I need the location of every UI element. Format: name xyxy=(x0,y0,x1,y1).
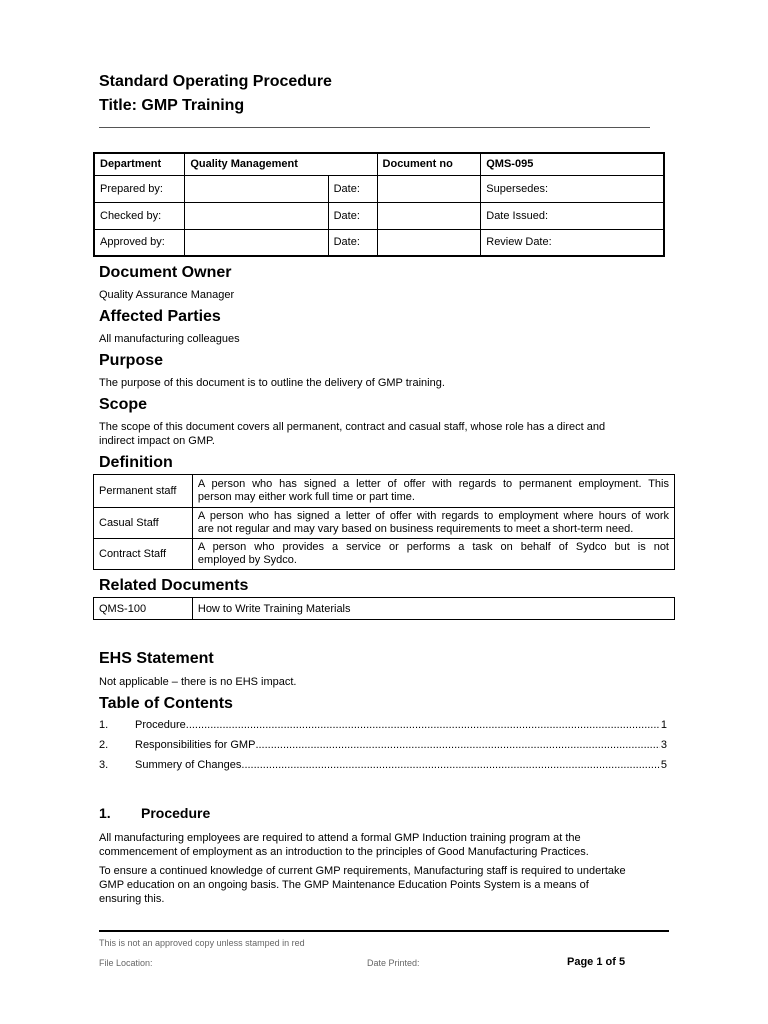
toc-item-label: Responsibilities for GMP xyxy=(135,739,256,751)
related-document-title: How to Write Training Materials xyxy=(192,598,674,620)
info-row-department xyxy=(94,153,664,175)
document-owner-heading: Document Owner xyxy=(99,264,232,281)
definition-text-line1: A person who provides a service or performs a task on behalf of Sydco but is not xyxy=(197,541,669,553)
definition-text xyxy=(192,539,674,570)
footer-page-number: Page 1 of 5 xyxy=(567,956,626,968)
definition-text xyxy=(192,475,674,508)
scope-text-line2: indirect impact on GMP. xyxy=(99,435,215,447)
prepared-date-value xyxy=(377,175,481,202)
doc-title: Title: GMP Training xyxy=(99,97,245,114)
related-document-code: QMS-100 xyxy=(94,598,193,620)
department-value: Quality Management xyxy=(185,153,377,175)
toc-item-number: 3. xyxy=(99,759,109,771)
procedure-p2-line2: GMP education on an ongoing basis. The GMP Maintenance Education Points System is a means of xyxy=(99,879,589,891)
checked-date-value xyxy=(377,202,481,229)
toc-item-label: Procedure xyxy=(135,719,186,731)
definition-term: Permanent staff xyxy=(94,475,193,508)
approved-date-value xyxy=(377,229,481,256)
document-owner-text: Quality Assurance Manager xyxy=(99,289,235,301)
procedure-p2-line1: To ensure a continued knowledge of current GMP requirements, Manufacturing staff is required to undertake xyxy=(99,865,626,877)
purpose-text: The purpose of this document is to outline the delivery of GMP training. xyxy=(99,377,445,389)
review-date-label: Review Date: xyxy=(481,229,664,256)
definition-text-line2: person may either work full time or part time. xyxy=(197,491,415,503)
info-row-checked xyxy=(94,202,664,229)
toc-item[interactable] xyxy=(99,759,667,773)
info-row-prepared xyxy=(94,175,664,202)
checked-date-label: Date: xyxy=(328,202,377,229)
approved-by-value xyxy=(185,229,328,256)
supersedes-label: Supersedes: xyxy=(481,175,664,202)
definition-row xyxy=(94,475,675,508)
info-row-approved xyxy=(94,229,664,256)
related-documents-heading: Related Documents xyxy=(99,577,249,594)
footer-file-location: File Location: xyxy=(99,958,153,968)
approved-by-label: Approved by: xyxy=(94,229,185,256)
scope-text-line1: The scope of this document covers all permanent, contract and casual staff, whose role has a direct and xyxy=(99,421,606,433)
toc-item[interactable] xyxy=(99,719,667,733)
purpose-heading: Purpose xyxy=(99,352,164,369)
procedure-p2-line3: ensuring this. xyxy=(99,893,165,905)
toc-item-page: 1 xyxy=(660,719,667,731)
toc-item-label: Summery of Changes xyxy=(135,759,242,771)
definition-text-line2: are not regular and may vary based on business requirements to meet a short-term need. xyxy=(197,523,634,535)
procedure-section-number: 1. xyxy=(99,805,111,821)
definition-row xyxy=(94,508,675,539)
date-issued-label: Date Issued: xyxy=(481,202,664,229)
doc-type-title: Standard Operating Procedure xyxy=(99,73,332,90)
scope-heading: Scope xyxy=(99,396,148,413)
procedure-heading: Procedure xyxy=(141,805,211,821)
toc-item[interactable] xyxy=(99,739,667,753)
affected-parties-text: All manufacturing colleagues xyxy=(99,333,240,345)
footer-rule xyxy=(99,930,669,932)
toc-heading: Table of Contents xyxy=(99,695,233,712)
definition-term: Casual Staff xyxy=(94,508,193,539)
document-no-label: Document no xyxy=(377,153,481,175)
toc-item-page: 3 xyxy=(660,739,667,751)
checked-by-label: Checked by: xyxy=(94,202,185,229)
prepared-by-value xyxy=(185,175,328,202)
definition-term: Contract Staff xyxy=(94,539,193,570)
definition-text-line1: A person who has signed a letter of offer with regards to employment where hours of work xyxy=(197,510,669,522)
ehs-heading: EHS Statement xyxy=(99,650,214,667)
document-info-table xyxy=(93,152,665,257)
definition-heading: Definition xyxy=(99,454,173,471)
toc-leader-dots xyxy=(186,719,660,733)
related-document-row xyxy=(94,598,675,620)
approved-date-label: Date: xyxy=(328,229,377,256)
definition-text-line2: employed by Sydco. xyxy=(197,554,297,566)
toc-item-number: 1. xyxy=(99,719,109,731)
document-no-value: QMS-095 xyxy=(481,153,664,175)
toc-item-page: 5 xyxy=(660,759,667,771)
footer-date-printed: Date Printed: xyxy=(367,958,420,968)
ehs-text: Not applicable – there is no EHS impact. xyxy=(99,676,297,688)
definition-table xyxy=(93,474,675,570)
toc-item-number: 2. xyxy=(99,739,109,751)
department-label: Department xyxy=(94,153,185,175)
header-rule xyxy=(99,127,650,128)
prepared-by-label: Prepared by: xyxy=(94,175,185,202)
checked-by-value xyxy=(185,202,328,229)
footer-stamp-note: This is not an approved copy unless stamped in red xyxy=(99,938,305,948)
definition-text xyxy=(192,508,674,539)
procedure-p1-line2: commencement of employment as an introduction to the principles of Good Manufacturing Practices. xyxy=(99,846,589,858)
definition-text-line1: A person who has signed a letter of offer with regards to permanent employment. This xyxy=(197,478,669,490)
toc-leader-dots xyxy=(241,759,659,773)
toc-leader-dots xyxy=(255,739,659,753)
affected-parties-heading: Affected Parties xyxy=(99,308,221,325)
prepared-date-label: Date: xyxy=(328,175,377,202)
related-documents-table xyxy=(93,597,675,620)
procedure-p1-line1: All manufacturing employees are required to attend a formal GMP Induction training program at the xyxy=(99,832,581,844)
definition-row xyxy=(94,539,675,570)
